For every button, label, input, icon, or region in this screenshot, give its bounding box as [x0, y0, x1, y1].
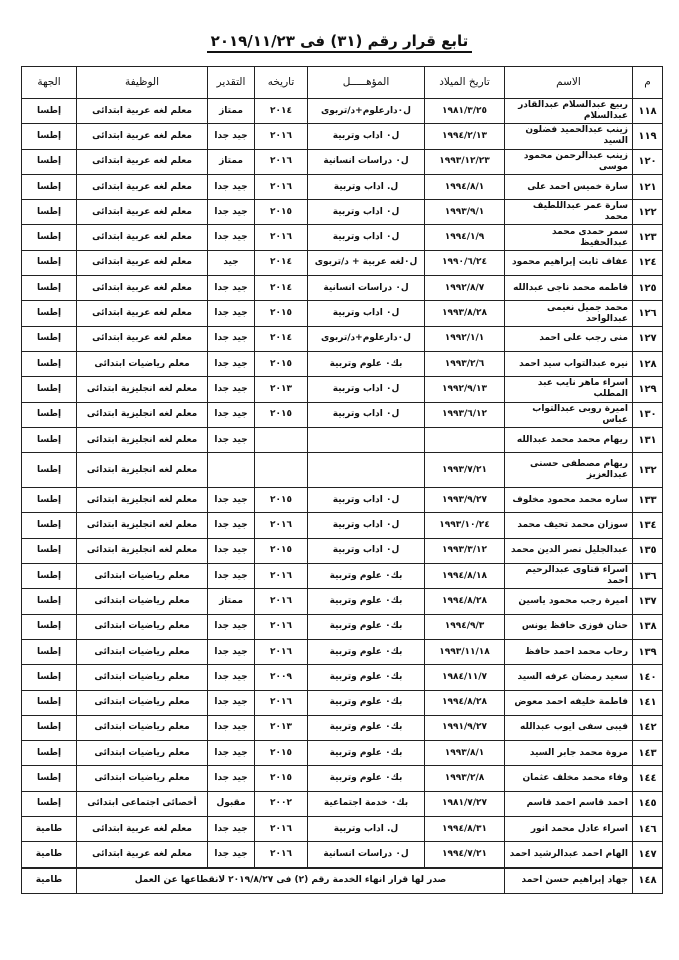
table-row	[22, 817, 663, 842]
cell-department: إطسا	[22, 453, 77, 488]
cell-job: معلم لغه عربية ابتدائى	[77, 99, 208, 124]
cell-qualification-date: ٢٠١٥	[255, 766, 308, 791]
cell-grade: جيد جدا	[208, 614, 255, 639]
cell-name: ريهام مصطفى حسنى عبدالعزيز	[505, 453, 633, 488]
cell-grade: جيد جدا	[208, 741, 255, 766]
cell-qualification: بك٠ علوم وتربية	[308, 690, 425, 715]
cell-num: ١١٨	[633, 99, 663, 124]
cell-dob: ١٩٩٠/٦/٢٤	[425, 250, 505, 275]
cell-qualification-date: ٢٠١٥	[255, 741, 308, 766]
table-row	[22, 513, 663, 538]
cell-num: ١٣٠	[633, 402, 663, 427]
table-row	[22, 149, 663, 174]
cell-qualification-date: ٢٠١٦	[255, 149, 308, 174]
cell-job: معلم رياضيات ابتدائى	[77, 690, 208, 715]
table-row	[22, 427, 663, 452]
cell-name: سمر حمدى محمد عبدالحفيظ	[505, 225, 633, 250]
cell-num: ١٣٦	[633, 564, 663, 589]
cell-num: ١٣٤	[633, 513, 663, 538]
cell-qualification-date: ٢٠١٥	[255, 538, 308, 563]
cell-department: إطسا	[22, 690, 77, 715]
table-row	[22, 174, 663, 199]
cell-job: معلم لغه انجليزية ابتدائى	[77, 377, 208, 402]
cell-job: معلم لغه انجليزية ابتدائى	[77, 402, 208, 427]
cell-job: معلم رياضيات ابتدائى	[77, 614, 208, 639]
cell-grade: جيد جدا	[208, 715, 255, 740]
cell-dob: ١٩٩٤/١/٩	[425, 225, 505, 250]
cell-grade: جيد جدا	[208, 225, 255, 250]
cell-job: معلم رياضيات ابتدائى	[77, 589, 208, 614]
cell-name: محمد جميل نعيمى عبدالواحد	[505, 301, 633, 326]
cell-dob: ١٩٩٣/٩/٢٧	[425, 488, 505, 513]
cell-num: ١٤٥	[633, 791, 663, 816]
table-row	[22, 200, 663, 225]
cell-dob: ١٩٨١/٣/٢٥	[425, 99, 505, 124]
decision-table	[21, 66, 663, 894]
cell-qualification: ل٠ دراسات انسانية	[308, 276, 425, 301]
cell-name: ساره محمد محمود مخلوف	[505, 488, 633, 513]
cell-dob: ١٩٩٤/٨/١٨	[425, 564, 505, 589]
cell-grade	[208, 453, 255, 488]
cell-grade: جيد جدا	[208, 690, 255, 715]
table-row	[22, 99, 663, 124]
cell-department: إطسا	[22, 715, 77, 740]
cell-num: ١٢٤	[633, 250, 663, 275]
cell-job: معلم لغه عربية ابتدائى	[77, 326, 208, 351]
cell-department: إطسا	[22, 564, 77, 589]
cell-job: معلم لغه عربية ابتدائى	[77, 276, 208, 301]
cell-department: إطسا	[22, 149, 77, 174]
cell-name: منى رجب على احمد	[505, 326, 633, 351]
table-row	[22, 538, 663, 563]
cell-department: إطسا	[22, 766, 77, 791]
table-header-row	[22, 67, 663, 99]
cell-dob: ١٩٩٤/٨/٢٨	[425, 589, 505, 614]
cell-qualification-date: ٢٠١٥	[255, 402, 308, 427]
cell-num: ١٣٩	[633, 639, 663, 664]
cell-job: معلم لغه انجليزية ابتدائى	[77, 488, 208, 513]
cell-num: ١٢٩	[633, 377, 663, 402]
cell-dob: ١٩٩١/٩/٢٧	[425, 715, 505, 740]
cell-grade: جيد جدا	[208, 513, 255, 538]
cell-qualification: ل٠ اداب وتربية	[308, 124, 425, 149]
cell-name: وفاء محمد مخلف عثمان	[505, 766, 633, 791]
cell-num: ١٤٣	[633, 741, 663, 766]
cell-job: معلم لغه عربية ابتدائى	[77, 124, 208, 149]
cell-dob: ١٩٩٤/٢/١٣	[425, 124, 505, 149]
cell-qualification-date: ٢٠١٤	[255, 99, 308, 124]
cell-grade: جيد جدا	[208, 124, 255, 149]
cell-qualification: ل٠ اداب وتربية	[308, 377, 425, 402]
cell-grade: جيد جدا	[208, 665, 255, 690]
cell-grade: ممتاز	[208, 99, 255, 124]
cell-num: ١٢٦	[633, 301, 663, 326]
cell-department: إطسا	[22, 538, 77, 563]
header-department: الجهة	[22, 67, 77, 99]
cell-grade: جيد جدا	[208, 817, 255, 842]
cell-qualification-date: ٢٠١٥	[255, 301, 308, 326]
cell-qualification	[308, 453, 425, 488]
cell-qualification: ل٠دارعلوم+د/تربوى	[308, 99, 425, 124]
table-row	[22, 453, 663, 488]
cell-num: ١٤٧	[633, 842, 663, 868]
document-title: تابع قرار رقم (٣١) فى ٢٠١٩/١١/٢٣	[0, 32, 679, 50]
cell-qualification-date: ٢٠١٤	[255, 276, 308, 301]
cell-qualification-date: ٢٠٠٢	[255, 791, 308, 816]
cell-department: إطسا	[22, 351, 77, 376]
cell-department: إطسا	[22, 639, 77, 664]
cell-name: اسراء عادل محمد انور	[505, 817, 633, 842]
cell-qualification-date: ٢٠١٣	[255, 377, 308, 402]
header-name: الاسم	[505, 67, 633, 99]
cell-department: طامية	[22, 842, 77, 868]
cell-name: جهاد إبراهيم حسن احمد	[505, 868, 633, 894]
cell-name: سوزان محمد تحيف محمد	[505, 513, 633, 538]
cell-qualification: بك٠ علوم وتربية	[308, 766, 425, 791]
cell-grade: مقبول	[208, 791, 255, 816]
cell-qualification-date: ٢٠١٦	[255, 842, 308, 868]
cell-department: إطسا	[22, 124, 77, 149]
cell-dob: ١٩٩٣/٨/٢٨	[425, 301, 505, 326]
table-row	[22, 791, 663, 816]
cell-num: ١٢١	[633, 174, 663, 199]
cell-name: ربيع عبدالسلام عبدالقادر عبدالسلام	[505, 99, 633, 124]
cell-qualification: بك٠ علوم وتربية	[308, 614, 425, 639]
cell-num: ١٤٠	[633, 665, 663, 690]
cell-grade: جيد جدا	[208, 276, 255, 301]
cell-name: اسراء قناوى عبدالرحيم احمد	[505, 564, 633, 589]
cell-name: ريهام محمد محمد عبدالله	[505, 427, 633, 452]
cell-qualification-date: ٢٠١٦	[255, 817, 308, 842]
cell-num: ١٢٠	[633, 149, 663, 174]
cell-department: إطسا	[22, 301, 77, 326]
cell-department: إطسا	[22, 589, 77, 614]
cell-department: إطسا	[22, 326, 77, 351]
table-row	[22, 225, 663, 250]
cell-job: معلم لغه عربية ابتدائى	[77, 174, 208, 199]
cell-name: عفاف ثابت إبراهيم محمود	[505, 250, 633, 275]
cell-qualification-date: ٢٠١٥	[255, 351, 308, 376]
cell-job: معلم لغه انجليزية ابتدائى	[77, 513, 208, 538]
cell-qualification-date: ٢٠١٤	[255, 326, 308, 351]
cell-num: ١٣١	[633, 427, 663, 452]
table-row	[22, 326, 663, 351]
table-row	[22, 250, 663, 275]
table-row	[22, 842, 663, 868]
cell-job: أخصائى اجتماعى ابتدائى	[77, 791, 208, 816]
cell-dob: ١٩٩٤/٩/٣	[425, 614, 505, 639]
cell-name: فيبى سفى ايوب عبدالله	[505, 715, 633, 740]
cell-department: إطسا	[22, 402, 77, 427]
cell-name: سارة خميس احمد على	[505, 174, 633, 199]
cell-num: ١٣٥	[633, 538, 663, 563]
cell-grade: جيد جدا	[208, 301, 255, 326]
header-qualification-date: تاريخه	[255, 67, 308, 99]
cell-job: معلم رياضيات ابتدائى	[77, 766, 208, 791]
cell-qualification: بك٠ علوم وتربية	[308, 741, 425, 766]
cell-dob	[425, 427, 505, 452]
cell-grade: جيد جدا	[208, 200, 255, 225]
cell-name: الهام احمد عبدالرشيد احمد	[505, 842, 633, 868]
cell-grade: جيد جدا	[208, 174, 255, 199]
cell-job: معلم رياضيات ابتدائى	[77, 665, 208, 690]
cell-num: ١٣٨	[633, 614, 663, 639]
table-row	[22, 124, 663, 149]
table-row	[22, 665, 663, 690]
cell-job: معلم لغه عربية ابتدائى	[77, 817, 208, 842]
header-dob: تاريخ الميلاد	[425, 67, 505, 99]
cell-qualification: ل٠دارعلوم+د/تربوى	[308, 326, 425, 351]
cell-department: إطسا	[22, 250, 77, 275]
cell-name: حنان فوزى حافظ يونس	[505, 614, 633, 639]
cell-qualification: ل٠ اداب وتربية	[308, 225, 425, 250]
cell-dob: ١٩٩٤/٨/١	[425, 174, 505, 199]
cell-department: إطسا	[22, 174, 77, 199]
cell-dob: ١٩٩٣/١١/١٨	[425, 639, 505, 664]
cell-name: اميرة روبى عبدالتواب عباس	[505, 402, 633, 427]
cell-name: مروة محمد جابر السيد	[505, 741, 633, 766]
cell-qualification: ل. اداب وتربية	[308, 174, 425, 199]
cell-department: إطسا	[22, 377, 77, 402]
cell-qualification: ل٠ اداب وتربية	[308, 513, 425, 538]
cell-name: عبدالجليل نصر الدين محمد	[505, 538, 633, 563]
table-row	[22, 402, 663, 427]
cell-num: ١٤٤	[633, 766, 663, 791]
cell-department: إطسا	[22, 614, 77, 639]
cell-job: معلم لغه انجليزية ابتدائى	[77, 538, 208, 563]
cell-qualification: بك٠ علوم وتربية	[308, 589, 425, 614]
cell-job: معلم لغه عربية ابتدائى	[77, 301, 208, 326]
cell-job: معلم لغه انجليزية ابتدائى	[77, 427, 208, 452]
cell-department: إطسا	[22, 513, 77, 538]
cell-dob: ١٩٩٣/٣/١٢	[425, 538, 505, 563]
table-row	[22, 488, 663, 513]
cell-job: معلم رياضيات ابتدائى	[77, 639, 208, 664]
cell-dob: ١٩٩٤/٨/٣١	[425, 817, 505, 842]
header-qualification: المؤهـــــل	[308, 67, 425, 99]
cell-department: طامية	[22, 868, 77, 894]
cell-name: زينب عبدالرحمن محمود موسى	[505, 149, 633, 174]
cell-dob: ١٩٩٣/٩/١	[425, 200, 505, 225]
cell-grade: جيد جدا	[208, 427, 255, 452]
cell-qualification-date: ٢٠١٦	[255, 614, 308, 639]
cell-dob: ١٩٩٢/٩/١٣	[425, 377, 505, 402]
cell-num: ١٤٦	[633, 817, 663, 842]
cell-num: ١٣٧	[633, 589, 663, 614]
cell-dob: ١٩٩٤/٨/٢٨	[425, 690, 505, 715]
cell-qualification-date: ٢٠١٦	[255, 174, 308, 199]
cell-dob: ١٩٩٣/٢/٦	[425, 351, 505, 376]
cell-qualification: بك٠ علوم وتربية	[308, 665, 425, 690]
cell-num: ١٢٧	[633, 326, 663, 351]
cell-grade: جيد جدا	[208, 351, 255, 376]
cell-grade: جيد جدا	[208, 377, 255, 402]
cell-department: إطسا	[22, 225, 77, 250]
cell-grade: جيد جدا	[208, 488, 255, 513]
cell-job: معلم رياضيات ابتدائى	[77, 351, 208, 376]
cell-dob: ١٩٩٣/١٢/٢٣	[425, 149, 505, 174]
cell-qualification-date: ٢٠١٦	[255, 124, 308, 149]
cell-qualification-date	[255, 427, 308, 452]
table-row	[22, 564, 663, 589]
table-row	[22, 690, 663, 715]
cell-department: إطسا	[22, 791, 77, 816]
cell-qualification: بك٠ علوم وتربية	[308, 564, 425, 589]
cell-department: إطسا	[22, 488, 77, 513]
table-row	[22, 766, 663, 791]
cell-num: ١٢٥	[633, 276, 663, 301]
cell-grade: ممتاز	[208, 149, 255, 174]
cell-job: معلم لغه انجليزية ابتدائى	[77, 453, 208, 488]
cell-num: ١٣٣	[633, 488, 663, 513]
table-row	[22, 639, 663, 664]
header-num: م	[633, 67, 663, 99]
cell-qualification: ل٠ دراسات انسانية	[308, 842, 425, 868]
cell-grade: جيد	[208, 250, 255, 275]
cell-qualification-date: ٢٠١٤	[255, 250, 308, 275]
cell-qualification-date: ٢٠٠٩	[255, 665, 308, 690]
cell-job: معلم لغه عربية ابتدائى	[77, 250, 208, 275]
cell-name: فاطمه محمد ناجى عبدالله	[505, 276, 633, 301]
cell-dob: ١٩٩٣/٨/١	[425, 741, 505, 766]
cell-job: معلم رياضيات ابتدائى	[77, 741, 208, 766]
cell-qualification: ل٠ اداب وتربية	[308, 488, 425, 513]
cell-grade: ممتاز	[208, 589, 255, 614]
cell-job: معلم رياضيات ابتدائى	[77, 715, 208, 740]
cell-num: ١٣٢	[633, 453, 663, 488]
cell-qualification: ل٠ اداب وتربية	[308, 402, 425, 427]
cell-dob: ١٩٩٣/٦/١٢	[425, 402, 505, 427]
cell-qualification-date: ٢٠١٦	[255, 564, 308, 589]
cell-qualification: ل٠ اداب وتربية	[308, 200, 425, 225]
cell-num: ١٤٢	[633, 715, 663, 740]
cell-qualification: بك٠ خدمة اجتماعية	[308, 791, 425, 816]
cell-job: معلم لغه عربية ابتدائى	[77, 149, 208, 174]
cell-qualification: ل٠ اداب وتربية	[308, 301, 425, 326]
cell-job: معلم لغه عربية ابتدائى	[77, 225, 208, 250]
cell-num: ١٤١	[633, 690, 663, 715]
table-row	[22, 614, 663, 639]
cell-dob: ١٩٩٤/٧/٢١	[425, 842, 505, 868]
table-row	[22, 589, 663, 614]
table-row	[22, 276, 663, 301]
cell-qualification	[308, 427, 425, 452]
cell-job: معلم لغه عربية ابتدائى	[77, 200, 208, 225]
cell-qualification-date: ٢٠١٣	[255, 715, 308, 740]
cell-department: إطسا	[22, 200, 77, 225]
cell-dob: ١٩٩٣/٧/٢١	[425, 453, 505, 488]
cell-department: إطسا	[22, 276, 77, 301]
cell-grade: جيد جدا	[208, 326, 255, 351]
cell-dob: ١٩٩٢/٨/٧	[425, 276, 505, 301]
cell-name: احمد قاسم احمد قاسم	[505, 791, 633, 816]
cell-num: ١٢٢	[633, 200, 663, 225]
cell-job: معلم رياضيات ابتدائى	[77, 564, 208, 589]
cell-dob: ١٩٨١/٧/٢٧	[425, 791, 505, 816]
cell-qualification-date: ٢٠١٦	[255, 589, 308, 614]
cell-job: معلم لغه عربية ابتدائى	[77, 842, 208, 868]
table-row	[22, 868, 663, 894]
cell-qualification: بك٠ علوم وتربية	[308, 351, 425, 376]
table-row	[22, 715, 663, 740]
table-row	[22, 301, 663, 326]
cell-department: إطسا	[22, 665, 77, 690]
cell-qualification: بك٠ علوم وتربية	[308, 715, 425, 740]
cell-name: سعيد رمضان عرفه السيد	[505, 665, 633, 690]
cell-num: ١٢٣	[633, 225, 663, 250]
cell-num: ١٤٨	[633, 868, 663, 894]
cell-qualification: ل. اداب وتربية	[308, 817, 425, 842]
table-row	[22, 741, 663, 766]
cell-name: سارة عمر عبداللطيف محمد	[505, 200, 633, 225]
cell-qualification-date: ٢٠١٦	[255, 639, 308, 664]
cell-qualification-date: ٢٠١٦	[255, 690, 308, 715]
cell-qualification-date: ٢٠١٥	[255, 488, 308, 513]
cell-dob: ١٩٨٤/١١/٧	[425, 665, 505, 690]
cell-name: زينب عبدالحميد فضلون السيد	[505, 124, 633, 149]
cell-name: رحاب محمد احمد حافظ	[505, 639, 633, 664]
cell-dob: ١٩٩٣/٢/٨	[425, 766, 505, 791]
cell-name: اميرة رجب محمود ياسين	[505, 589, 633, 614]
cell-grade: جيد جدا	[208, 842, 255, 868]
cell-num: ١١٩	[633, 124, 663, 149]
cell-grade: جيد جدا	[208, 639, 255, 664]
cell-grade: جيد جدا	[208, 402, 255, 427]
cell-name: نيره عبدالتواب سيد احمد	[505, 351, 633, 376]
cell-name: اسراء ماهر نايب عبد المطلب	[505, 377, 633, 402]
header-grade: التقدير	[208, 67, 255, 99]
header-job: الوظيفة	[77, 67, 208, 99]
cell-qualification-date	[255, 453, 308, 488]
cell-qualification: ل٠ اداب وتربية	[308, 538, 425, 563]
cell-qualification-date: ٢٠١٥	[255, 200, 308, 225]
cell-department: إطسا	[22, 99, 77, 124]
cell-qualification: بك٠ علوم وتربية	[308, 639, 425, 664]
cell-qualification: ل٠لغه عربية + د/تربوى	[308, 250, 425, 275]
cell-qualification: ل٠ دراسات انسانية	[308, 149, 425, 174]
cell-qualification-date: ٢٠١٦	[255, 225, 308, 250]
table-row	[22, 351, 663, 376]
cell-grade: جيد جدا	[208, 564, 255, 589]
cell-qualification-date: ٢٠١٦	[255, 513, 308, 538]
table-row	[22, 377, 663, 402]
cell-num: ١٢٨	[633, 351, 663, 376]
cell-department: طامية	[22, 817, 77, 842]
cell-grade: جيد جدا	[208, 766, 255, 791]
cell-department: إطسا	[22, 741, 77, 766]
cell-dob: ١٩٩٢/١/١	[425, 326, 505, 351]
cell-grade: جيد جدا	[208, 538, 255, 563]
cell-department: إطسا	[22, 427, 77, 452]
cell-note: صدر لها قرار انهاء الخدمة رقم (٢) فى ٢٠١٩/٨/٢٧ لانقطاعها عن العمل	[77, 868, 505, 894]
cell-dob: ١٩٩٣/١٠/٢٤	[425, 513, 505, 538]
cell-name: فاطمة خليفه احمد معوض	[505, 690, 633, 715]
